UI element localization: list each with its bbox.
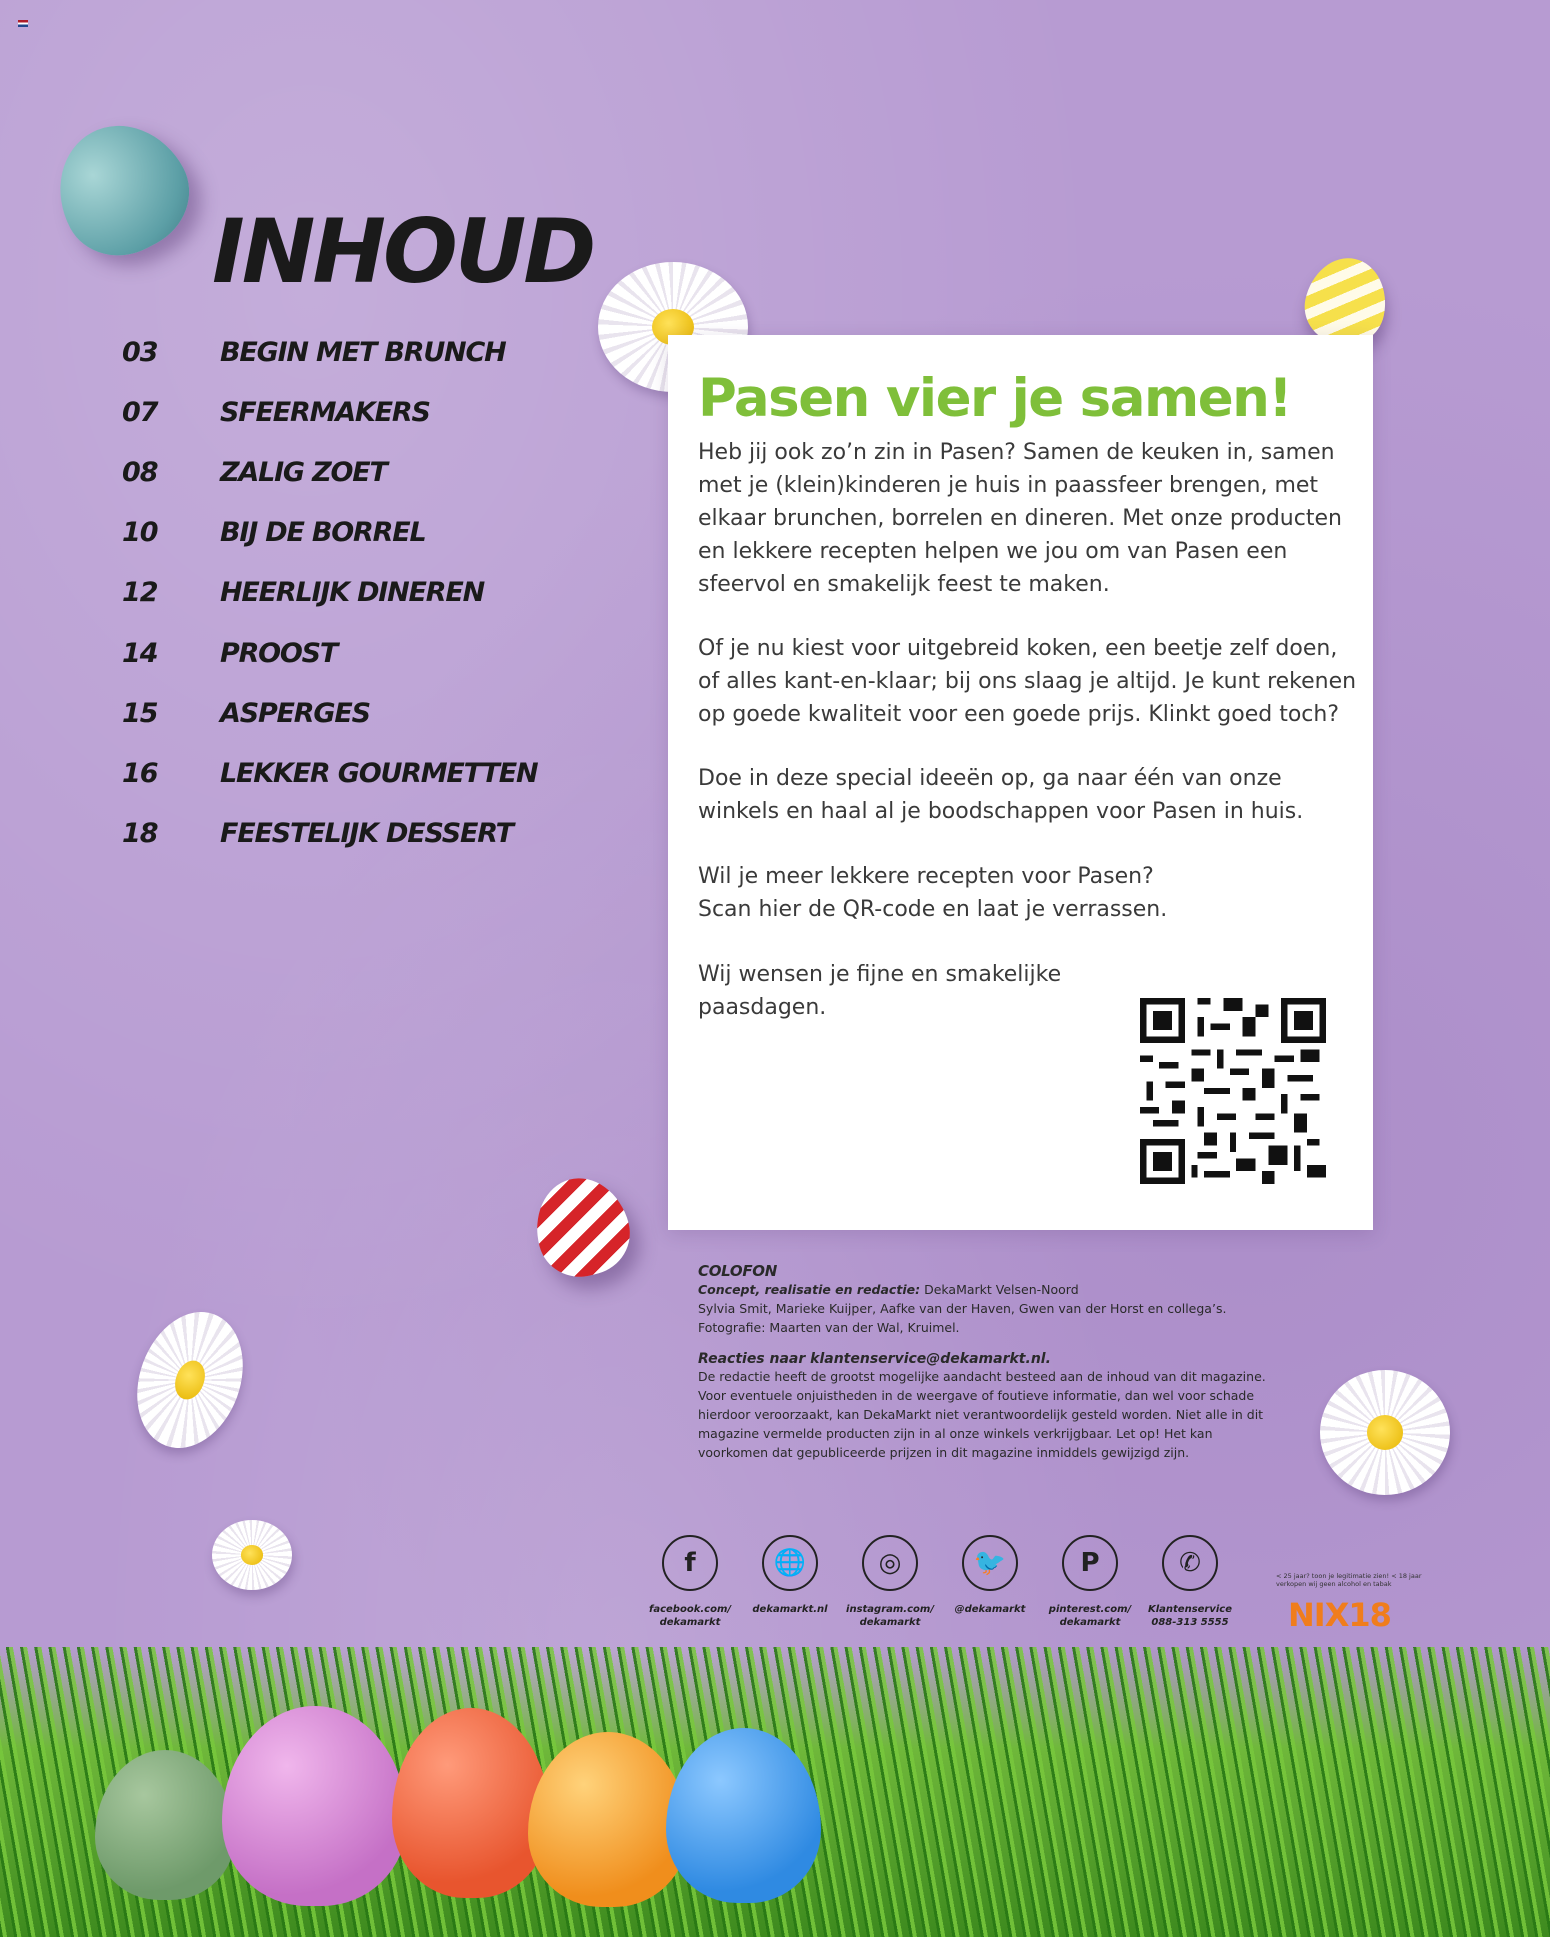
blue-easter-egg-image [35, 102, 208, 275]
qr-code-icon[interactable] [1140, 998, 1326, 1184]
nix18-logo: NIX18 [1288, 1596, 1391, 1634]
twitter-icon: 🐦 [962, 1535, 1018, 1591]
colofon-section [698, 1262, 1298, 1462]
toc-item-label: FEESTELIJK DESSERT [220, 818, 513, 850]
toc-page-number: 10 [122, 517, 158, 549]
colofon-heading: COLOFON [698, 1262, 777, 1280]
intro-paragraph: Heb jij ook zo’n zin in Pasen? Samen de keuken in, samen met je (klein)kinderen je huis in paassfeer brengen, met elkaar brunchen, borrelen en dineren. Met onze producten en lekkere recepten helpen we jou om van Pasen een sfeervol en smakelijk feest te maken. [698, 440, 1342, 597]
intro-closing: Wij wensen je fijne en smakelijke paasdagen. [698, 962, 1062, 1020]
toc-item-label: BEGIN MET BRUNCH [220, 336, 506, 368]
toc-page-number: 14 [122, 637, 158, 669]
toc-item[interactable] [122, 382, 537, 442]
colofon-photography: Fotografie: Maarten van der Wal, Kruimel. [698, 1320, 960, 1335]
colofon-concept-value: DekaMarkt Velsen-Noord [924, 1282, 1079, 1297]
social-caption: facebook.com/ dekamarkt [648, 1604, 732, 1628]
toc-title: INHOUD [212, 200, 594, 303]
daisy-flower-image [212, 1520, 292, 1590]
social-link-phone[interactable] [1140, 1535, 1240, 1629]
social-caption: @dekamarkt [954, 1604, 1026, 1615]
social-link-pinterest[interactable] [1040, 1535, 1140, 1629]
colofon-concept-label: Concept, realisatie en redactie: [698, 1282, 921, 1297]
social-links [640, 1535, 1240, 1629]
language-flag-icon [18, 20, 28, 27]
red-striped-egg-image [525, 1168, 639, 1286]
intro-paragraph: Of je nu kiest voor uitgebreid koken, een beetje zelf doen, of alles kant-en-klaar; bij ons slaag je altijd. Je kunt rekenen op goede kwaliteit voor een goede prijs. Klinkt goed toch? [698, 636, 1357, 727]
toc-item[interactable] [122, 322, 537, 382]
toc-item-label: ASPERGES [220, 697, 370, 729]
social-link-twitter[interactable] [940, 1535, 1040, 1629]
toc-item[interactable] [122, 804, 537, 864]
colofon-names: Sylvia Smit, Marieke Kuijper, Aafke van der Haven, Gwen van der Horst en collega’s. [698, 1301, 1227, 1316]
intro-paragraph: Doe in deze special ideeën op, ga naar één van onze winkels en haal al je boodschappen voor Pasen in huis. [698, 766, 1304, 824]
phone-icon: ✆ [1162, 1535, 1218, 1591]
toc-item[interactable] [122, 442, 537, 502]
social-caption: instagram.com/ dekamarkt [846, 1604, 934, 1628]
pinterest-icon: P [1062, 1535, 1118, 1591]
toc-item-label: LEKKER GOURMETTEN [220, 757, 538, 789]
daisy-flower-image [1320, 1370, 1450, 1495]
intro-paragraph [698, 860, 1358, 926]
toc-page-number: 07 [122, 396, 158, 428]
social-link-website[interactable] [740, 1535, 840, 1629]
toc-page-number: 03 [122, 336, 158, 368]
toc-item[interactable] [122, 563, 537, 623]
nix18-note: < 25 jaar? toon je legitimatie zien! < 18 jaar verkopen wij geen alcohol en tabak [1276, 1572, 1422, 1588]
colofon-concept [698, 1280, 1298, 1299]
facebook-icon: f [662, 1535, 718, 1591]
toc-page-number: 08 [122, 456, 158, 488]
globe-icon: 🌐 [762, 1535, 818, 1591]
toc-page-number: 18 [122, 818, 158, 850]
toc-item-label: SFEERMAKERS [220, 396, 430, 428]
social-link-facebook[interactable] [640, 1535, 740, 1629]
toc-item-label: HEERLIJK DINEREN [220, 577, 485, 609]
toc-page-number: 16 [122, 757, 158, 789]
toc-item[interactable] [122, 743, 537, 803]
colofon-disclaimer: De redactie heeft de grootst mogelijke aandacht besteed aan de inhoud van dit magazine. Voor eventuele onjuistheden in de weergave of foutieve informatie, dan wel voor schade hierdoor veroorzaakt, kan DekaMarkt niet verantwoordelijk gesteld worden. Niet alle in dit magazine vermelde producten zijn in al onze winkels verkrijgbaar. Let op! Het kan voorkomen dat gepubliceerde prijzen in dit magazine inmiddels gewijzigd zijn. [698, 1369, 1266, 1460]
toc-item[interactable] [122, 623, 537, 683]
toc-page-number: 15 [122, 697, 158, 729]
intro-headline: Pasen vier je samen! [698, 368, 1292, 429]
social-caption: Klantenservice 088-313 5555 [1147, 1604, 1233, 1628]
toc-item-label: PROOST [220, 637, 338, 669]
qr-prompt-line: Wil je meer lekkere recepten voor Pasen? [698, 864, 1154, 889]
social-caption: dekamarkt.nl [752, 1604, 828, 1615]
instagram-icon: ◎ [862, 1535, 918, 1591]
qr-prompt-line: Scan hier de QR-code en laat je verrassen. [698, 897, 1168, 922]
toc-item[interactable] [122, 683, 537, 743]
social-link-instagram[interactable] [840, 1535, 940, 1629]
toc-item-label: BIJ DE BORREL [220, 517, 426, 549]
toc-page-number: 12 [122, 577, 158, 609]
toc-item-label: ZALIG ZOET [220, 456, 387, 488]
daisy-flower-image [119, 1297, 261, 1463]
toc-item[interactable] [122, 503, 537, 563]
social-caption: pinterest.com/ dekamarkt [1048, 1604, 1132, 1628]
table-of-contents [122, 322, 537, 864]
colofon-reacties-link[interactable]: Reacties naar klantenservice@dekamarkt.nl. [698, 1351, 1051, 1367]
